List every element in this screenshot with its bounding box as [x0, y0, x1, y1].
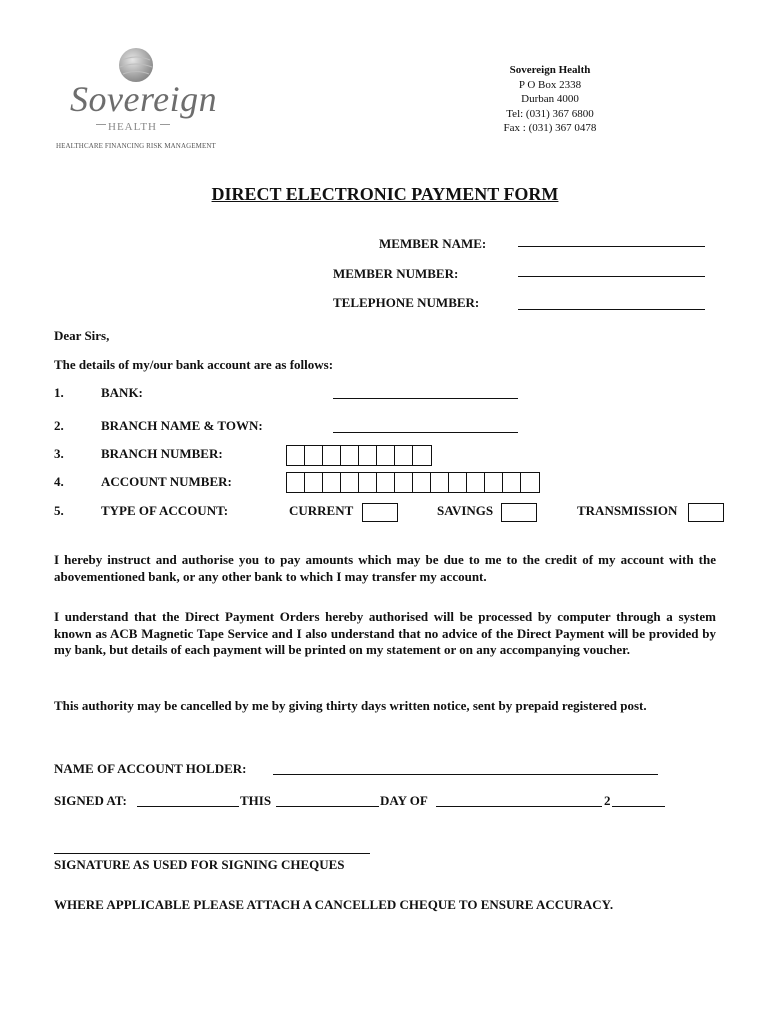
- logo-tagline: HEALTHCARE FINANCING RISK MANAGEMENT: [56, 142, 216, 150]
- item-number: 4.: [54, 474, 64, 489]
- branch-number-label: BRANCH NUMBER:: [101, 446, 223, 461]
- logo-rule-right: [160, 124, 170, 125]
- day-field[interactable]: [276, 806, 379, 807]
- greeting: Dear Sirs,: [54, 328, 110, 343]
- account-holder-label: NAME OF ACCOUNT HOLDER:: [54, 761, 247, 776]
- logo-subtitle: HEALTH: [108, 121, 157, 133]
- item-number: 1.: [54, 385, 64, 400]
- savings-label: SAVINGS: [437, 503, 494, 518]
- address-city: Durban 4000: [521, 93, 579, 105]
- branch-number-boxes[interactable]: [286, 445, 432, 466]
- company-address: [470, 63, 630, 136]
- month-field[interactable]: [436, 806, 602, 807]
- address-telephone: Tel: (031) 367 6800: [506, 107, 594, 120]
- logo-rule-left: [96, 124, 106, 125]
- current-label: CURRENT: [289, 503, 354, 518]
- account-type-label: TYPE OF ACCOUNT:: [101, 503, 229, 518]
- intro-text: The details of my/our bank account are as follows:: [54, 357, 334, 372]
- member-number-label: MEMBER NUMBER:: [333, 266, 459, 281]
- this-label: THIS: [240, 793, 272, 808]
- signed-at-label: SIGNED AT:: [54, 793, 127, 808]
- signature-field[interactable]: [54, 853, 370, 854]
- member-number-field[interactable]: [518, 276, 705, 277]
- address-po-box: P O Box 2338: [518, 78, 582, 91]
- address-company-name: Sovereign Health: [509, 64, 591, 76]
- item-number: 2.: [54, 418, 64, 433]
- authorisation-paragraph: I hereby instruct and authorise you to pay amounts which may be due to me to the credit of my account with the abovementioned bank, or any other bank to which I may transfer my account.: [54, 552, 716, 584]
- day-of-label: DAY OF: [380, 793, 428, 808]
- account-holder-field[interactable]: [273, 774, 658, 775]
- telephone-number-field[interactable]: [518, 309, 705, 310]
- account-number-label: ACCOUNT NUMBER:: [101, 474, 232, 489]
- bank-label: BANK:: [101, 385, 143, 400]
- transmission-checkbox[interactable]: [688, 503, 724, 522]
- logo-wordmark: Sovereign: [70, 79, 218, 119]
- telephone-number-label: TELEPHONE NUMBER:: [333, 295, 480, 310]
- current-checkbox[interactable]: [362, 503, 398, 522]
- year-prefix: 2: [604, 793, 611, 808]
- member-name-field[interactable]: [518, 246, 705, 247]
- address-fax: Fax : (031) 367 0478: [503, 122, 597, 134]
- savings-checkbox[interactable]: [501, 503, 537, 522]
- member-name-label: MEMBER NAME:: [379, 236, 487, 251]
- item-number: 3.: [54, 446, 64, 461]
- form-title-text: DIRECT ELECTRONIC PAYMENT FORM: [211, 184, 559, 204]
- cancellation-paragraph: This authority may be cancelled by me by giving thirty days written notice, sent by prepaid registered post.: [54, 698, 647, 713]
- branch-name-field[interactable]: [333, 432, 518, 433]
- form-title: [0, 184, 770, 205]
- signed-at-field[interactable]: [137, 806, 239, 807]
- item-number: 5.: [54, 503, 64, 518]
- account-number-boxes[interactable]: [286, 472, 540, 493]
- transmission-label: TRANSMISSION: [577, 503, 678, 518]
- processing-paragraph: I understand that the Direct Payment Orders hereby authorised will be processed by computer through a system known as ACB Magnetic Tape Service and I also understand that no advice of the Direct Payment will be provided by my bank, but details of each payment will be printed on my statement or on any accompanying voucher.: [54, 609, 716, 657]
- year-field[interactable]: [612, 806, 665, 807]
- bank-field[interactable]: [333, 398, 518, 399]
- branch-name-label: BRANCH NAME & TOWN:: [101, 418, 263, 433]
- cheque-note: WHERE APPLICABLE PLEASE ATTACH A CANCELLED CHEQUE TO ENSURE ACCURACY.: [54, 897, 614, 912]
- signature-label: SIGNATURE AS USED FOR SIGNING CHEQUES: [54, 857, 345, 872]
